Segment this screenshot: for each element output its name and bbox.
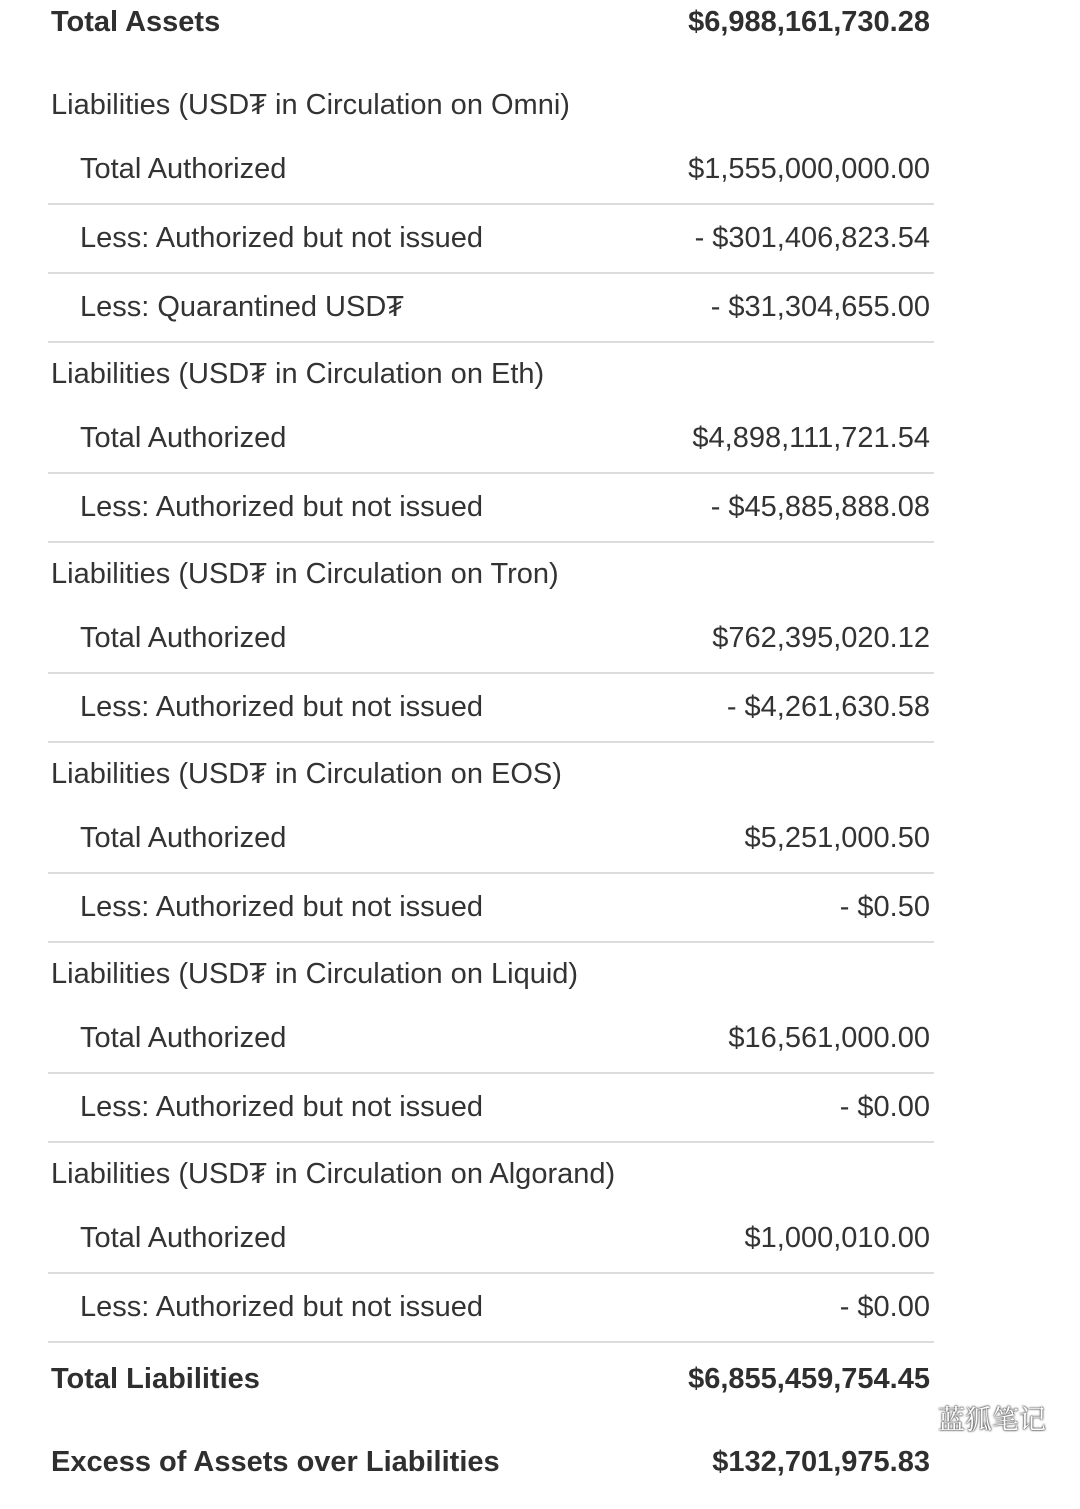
section-title: Liabilities (USD₮ in Circulation on Algorand) [51,1157,616,1190]
watermark-text: 蓝狐笔记 [938,1405,1046,1436]
line-item-row [48,1005,934,1074]
line-item-label: Less: Quarantined USD₮ [80,291,404,323]
section-title: Liabilities (USD₮ in Circulation on Omni) [51,88,570,121]
excess-value: $132,701,975.83 [712,1445,930,1478]
excess-row [48,1415,934,1509]
line-item-label: Total Authorized [80,822,287,854]
line-item-row [48,1205,934,1274]
line-item-value: $1,555,000,000.00 [688,153,930,185]
section-header-eth [48,343,934,405]
line-item-row [48,674,934,743]
line-item-label: Less: Authorized but not issued [80,891,484,923]
line-item-value: - $0.50 [839,891,930,923]
line-item-label: Less: Authorized but not issued [80,1091,484,1123]
line-item-row [48,205,934,274]
line-item-value: $5,251,000.50 [744,822,930,854]
line-item-label: Total Authorized [80,422,287,454]
line-item-label: Total Authorized [80,622,287,654]
section-title: Liabilities (USD₮ in Circulation on Eth) [51,357,545,390]
line-item-row [48,405,934,474]
section-title: Liabilities (USD₮ in Circulation on EOS) [51,757,562,790]
section-title: Liabilities (USD₮ in Circulation on Tron) [51,557,559,590]
line-item-value: - $0.00 [839,1091,930,1123]
line-item-value: - $31,304,655.00 [710,291,930,323]
total-liabilities-value: $6,855,459,754.45 [688,1362,930,1395]
total-liabilities-row [48,1343,934,1415]
section-header-liquid [48,943,934,1005]
line-item-label: Less: Authorized but not issued [80,691,484,723]
section-header-algorand [48,1143,934,1205]
line-item-value: $762,395,020.12 [712,622,930,654]
total-liabilities-label: Total Liabilities [51,1362,260,1395]
total-assets-value: $6,988,161,730.28 [688,5,930,38]
watermark [896,1398,1046,1437]
line-item-row [48,605,934,674]
line-item-row [48,136,934,205]
line-item-row [48,874,934,943]
section-header-tron [48,543,934,605]
line-item-row [48,274,934,343]
line-item-value: $4,898,111,721.54 [692,422,930,454]
excess-label: Excess of Assets over Liabilities [51,1445,500,1478]
line-item-label: Total Authorized [80,1222,287,1254]
section-header-omni [48,74,934,136]
line-item-row [48,474,934,543]
line-item-value: $1,000,010.00 [744,1222,930,1254]
section-title: Liabilities (USD₮ in Circulation on Liquid) [51,957,579,990]
line-item-label: Total Authorized [80,153,287,185]
line-item-label: Less: Authorized but not issued [80,491,484,523]
spacer [48,44,934,74]
line-item-value: - $45,885,888.08 [710,491,930,523]
line-item-value: $16,561,000.00 [728,1022,930,1054]
line-item-row [48,1274,934,1343]
line-item-label: Less: Authorized but not issued [80,222,484,254]
line-item-value: - $301,406,823.54 [694,222,930,254]
balance-sheet [48,0,934,1509]
line-item-label: Less: Authorized but not issued [80,1291,484,1323]
line-item-row [48,1074,934,1143]
section-header-eos [48,743,934,805]
line-item-value: - $4,261,630.58 [726,691,930,723]
wechat-icon [896,1403,930,1433]
total-assets-label: Total Assets [51,5,221,38]
line-item-label: Total Authorized [80,1022,287,1054]
total-assets-row [48,0,934,44]
line-item-row [48,805,934,874]
line-item-value: - $0.00 [839,1291,930,1323]
